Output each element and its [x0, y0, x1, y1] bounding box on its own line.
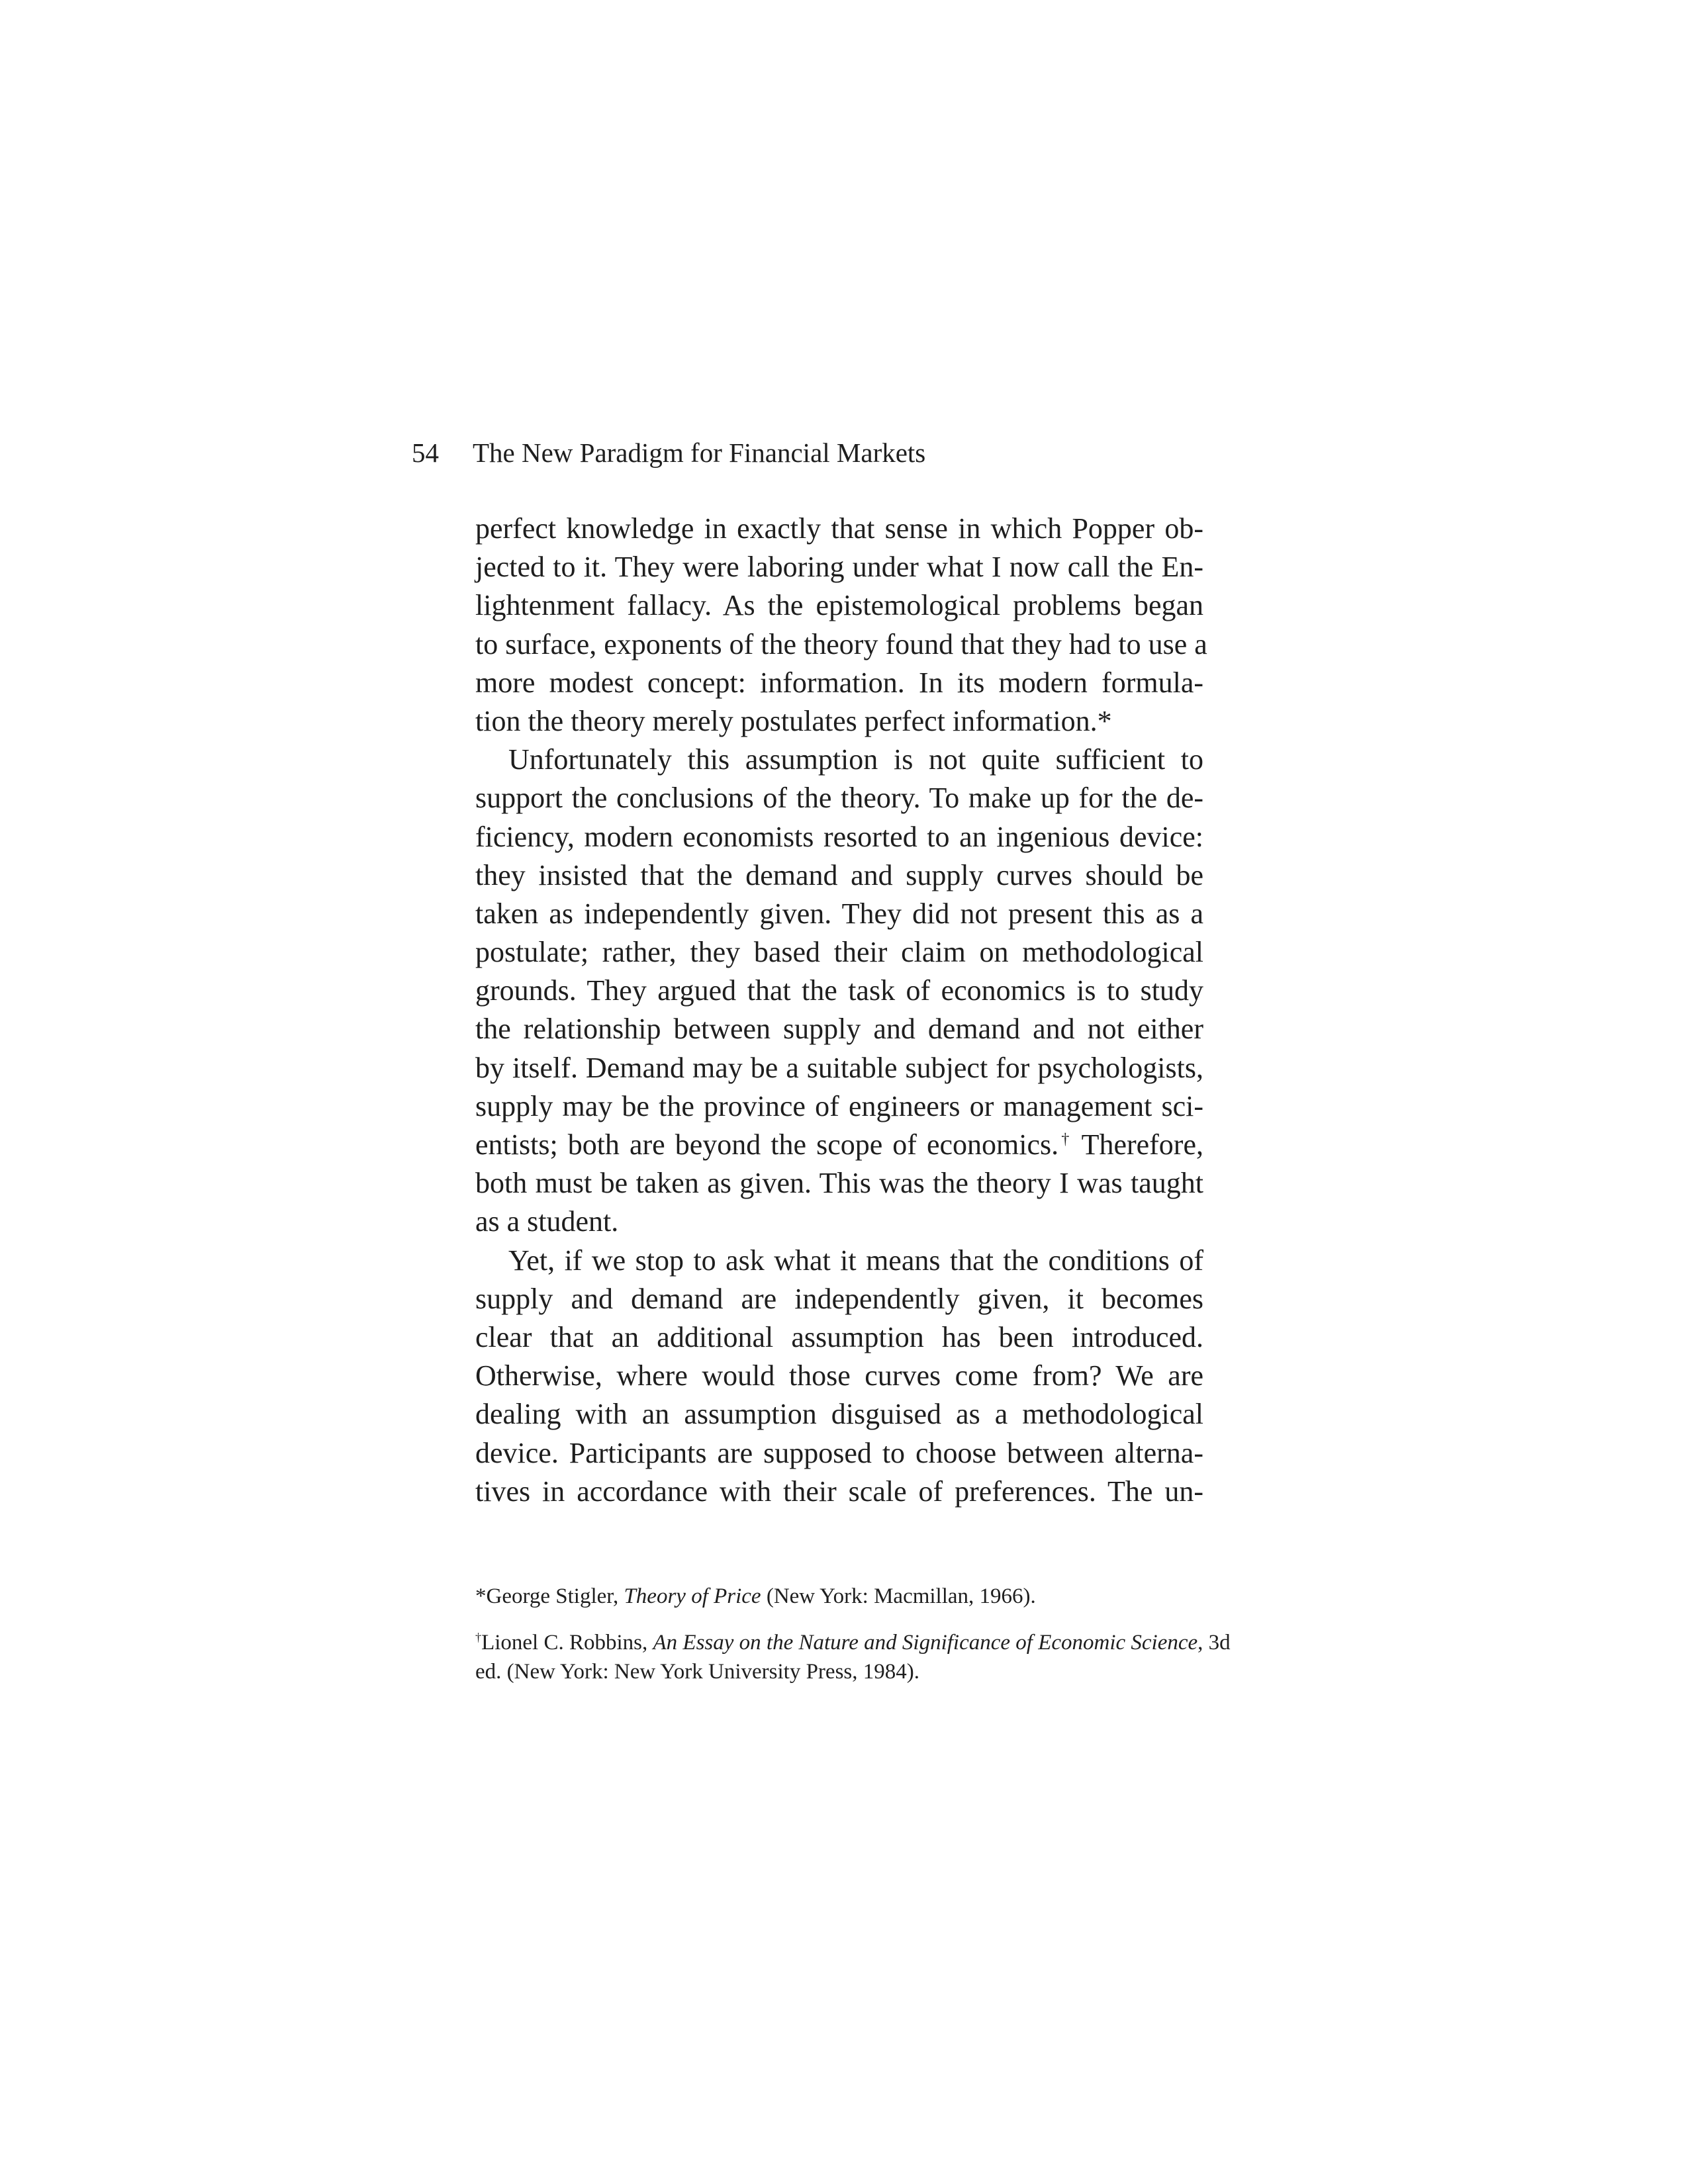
running-head-title: The New Paradigm for Financial Markets	[473, 437, 926, 468]
body-line-segment: entists; both are beyond the scope of economics.	[475, 1128, 1059, 1161]
footnote-marker-dagger: †	[475, 1631, 482, 1644]
body-line: tives in accordance with their scale of preferences. The un-	[475, 1475, 1203, 1508]
body-line: taken as independently given. They did not present this as a	[475, 897, 1203, 930]
body-line: as a student.	[475, 1205, 619, 1238]
body-line: supply and demand are independently given, it becomes	[475, 1282, 1203, 1315]
body-line: by itself. Demand may be a suitable subject for psychologists,	[475, 1051, 1203, 1084]
footnote-book-title: Theory of Price	[624, 1584, 761, 1608]
footnote-stigler	[475, 1582, 1203, 1611]
body-line: device. Participants are supposed to choose between alterna-	[475, 1436, 1203, 1469]
footnote-line	[475, 1582, 1203, 1611]
footnotes	[475, 1582, 1231, 1704]
body-line-with-footnote-ref	[475, 1126, 1203, 1164]
footnote-text: Lionel C. Robbins,	[481, 1631, 653, 1655]
body-line: both must be taken as given. This was the theory I was taught	[475, 1167, 1203, 1200]
body-line: tion the theory merely postulates perfect information.*	[475, 704, 1112, 737]
footnote-text: , 3d	[1197, 1631, 1231, 1655]
body-line: lightenment fallacy. As the epistemological problems began	[475, 589, 1203, 622]
body-line: support the conclusions of the theory. To make up for the de-	[475, 782, 1203, 815]
footnote-text: (New York: Macmillan, 1966).	[761, 1584, 1036, 1608]
body-line: Yet, if we stop to ask what it means that the conditions of	[508, 1244, 1203, 1277]
body-line: clear that an additional assumption has been introduced.	[475, 1320, 1203, 1353]
body-line: jected to it. They were laboring under what I now call the En-	[475, 551, 1203, 584]
footnote-line	[475, 1628, 1231, 1657]
footnote-line-body	[475, 1631, 1231, 1655]
footnote-book-title: An Essay on the Nature and Significance of Economic Science	[653, 1631, 1198, 1655]
body-line: Unfortunately this assumption is not quite sufficient to	[508, 743, 1203, 776]
body-line: supply may be the province of engineers or management sci-	[475, 1089, 1203, 1122]
body-line: grounds. They argued that the task of economics is to study	[475, 974, 1203, 1007]
running-head	[412, 435, 1206, 470]
body-line: to surface, exponents of the theory found that they had to use a	[475, 627, 1207, 660]
body-line-segment: Therefore,	[1072, 1128, 1203, 1161]
body-line: Otherwise, where would those curves come from? We are	[475, 1359, 1203, 1392]
body-line: they insisted that the demand and supply curves should be	[475, 858, 1203, 891]
body-text	[475, 510, 1207, 1511]
footnote-ref-dagger: †	[1058, 1130, 1072, 1148]
page-number: 54	[412, 437, 439, 468]
footnote-line: ed. (New York: New York University Press, 1984).	[475, 1660, 919, 1684]
footnote-text: *George Stigler,	[475, 1584, 624, 1608]
body-line: the relationship between supply and demand and not either	[475, 1013, 1203, 1046]
body-line: perfect knowledge in exactly that sense in which Popper ob-	[475, 512, 1203, 545]
body-line: more modest concept: information. In its modern formula-	[475, 666, 1203, 699]
body-line: ficiency, modern economists resorted to an ingenious device:	[475, 820, 1203, 853]
body-line: dealing with an assumption disguised as a methodological	[475, 1398, 1203, 1431]
footnote-robbins	[475, 1628, 1231, 1686]
body-line: postulate; rather, they based their claim on methodological	[475, 936, 1203, 969]
